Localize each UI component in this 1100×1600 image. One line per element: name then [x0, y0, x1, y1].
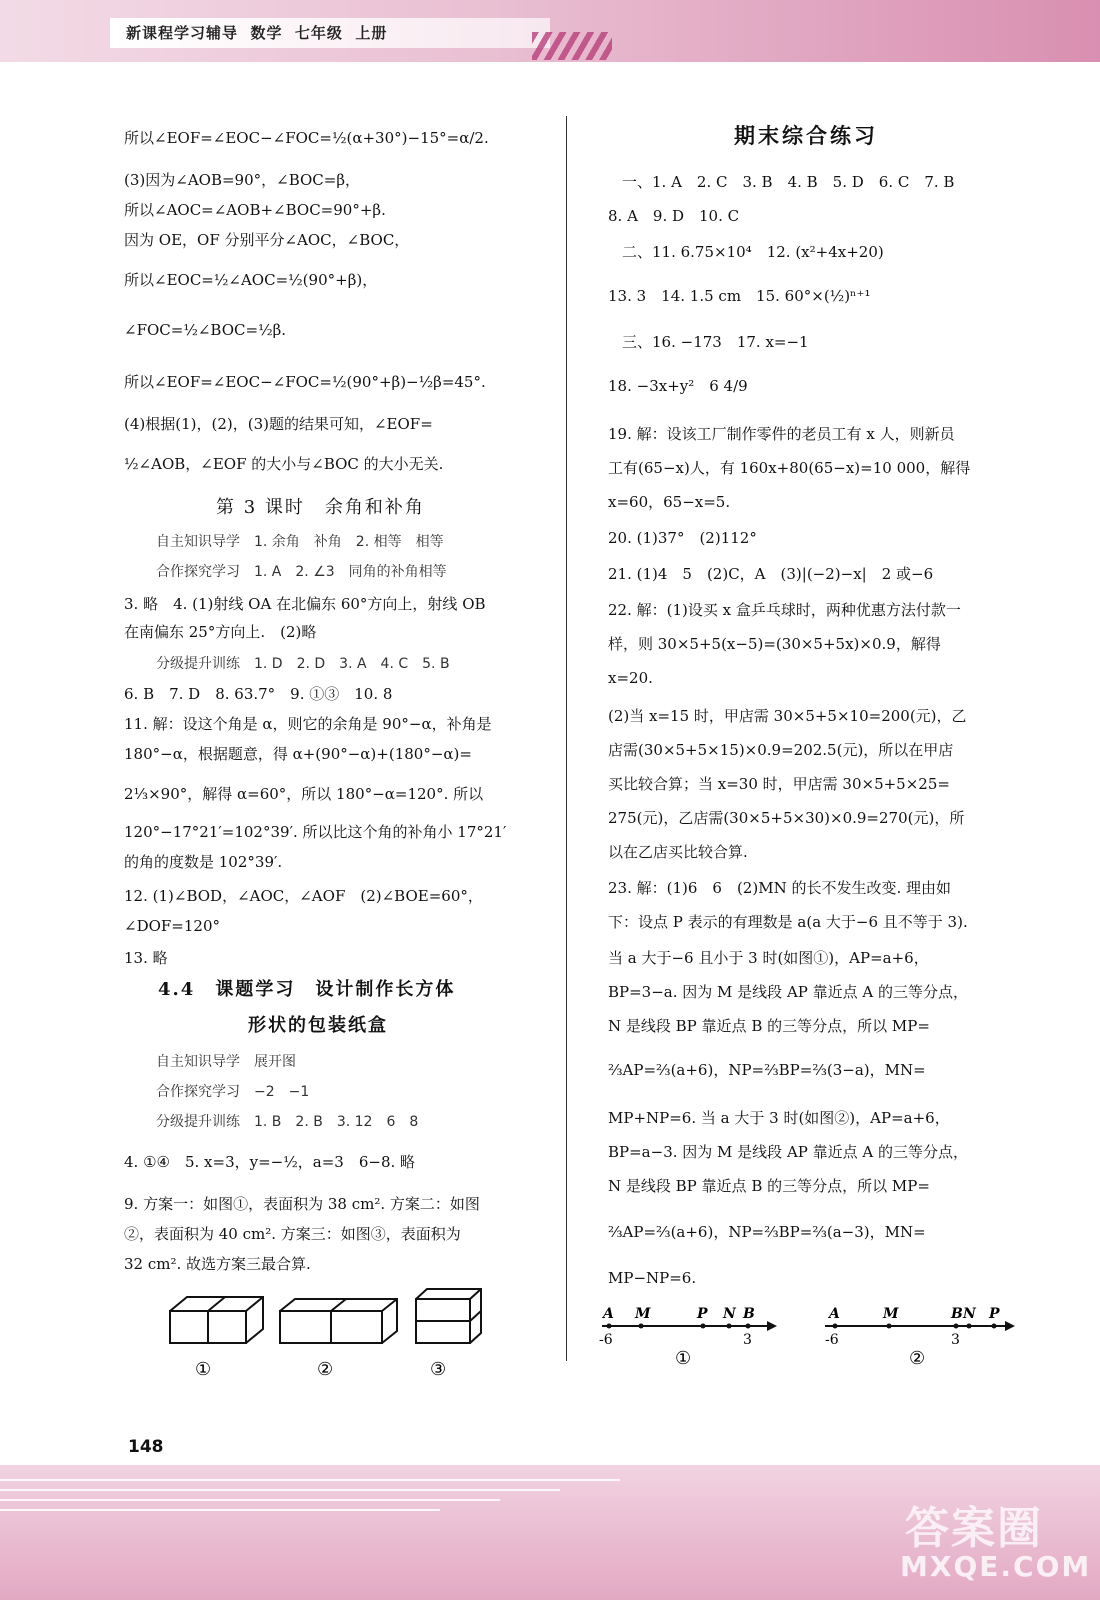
text-line: 合作探究学习 1. A 2. ∠3 同角的补角相等 [156, 564, 447, 580]
text-line: 自主知识导学 1. 余角 补角 2. 相等 相等 [156, 534, 444, 550]
point-label: P [989, 1306, 1000, 1322]
text-line: 32 cm². 故选方案三最合算. [124, 1255, 311, 1273]
section-heading: 4.4 课题学习 设计制作长方体 [158, 979, 456, 1000]
text-line: BP=3−a. 因为 M 是线段 AP 靠近点 A 的三等分点， [608, 983, 969, 1001]
section-heading: 第 3 课时 余角和补角 [216, 497, 425, 518]
text-line: 工有(65−x)人，有 160x+80(65−x)=10 000，解得 [608, 459, 971, 477]
point-label: M [635, 1306, 651, 1322]
text-line: 6. B 7. D 8. 63.7° 9. ①③ 10. 8 [124, 685, 393, 703]
figure-label: ② [909, 1348, 926, 1369]
footer-stripe [0, 1499, 500, 1501]
text-line: 120°−17°21′=102°39′. 所以比这个角的补角小 17°21′ [124, 823, 507, 841]
text-line: 合作探究学习 −2 −1 [156, 1084, 310, 1100]
footer-stripe [0, 1509, 440, 1511]
number-line-figures [597, 1300, 1037, 1380]
header-title: 新课程学习辅导 数学 七年级 上册 [126, 24, 388, 42]
point-label: N [723, 1306, 736, 1322]
text-line: x=60，65−x=5. [608, 493, 731, 511]
text-line: BP=a−3. 因为 M 是线段 AP 靠近点 A 的三等分点， [608, 1143, 969, 1161]
page-number: 148 [128, 1437, 164, 1457]
text-line: ②，表面积为 40 cm². 方案三：如图③，表面积为 [124, 1225, 461, 1243]
text-line: ⅔AP=⅔(a+6)，NP=⅔BP=⅔(a−3)，MN= [608, 1223, 926, 1241]
text-line: 下：设点 P 表示的有理数是 a(a 大于−6 且不等于 3). [608, 913, 968, 931]
box-figure-label: ① [195, 1359, 212, 1380]
text-line: 8. A 9. D 10. C [608, 207, 740, 225]
header-decoration [532, 32, 612, 60]
text-line: 180°−α，根据题意，得 α+(90°−α)+(180°−α)= [124, 745, 472, 763]
tick-label: 3 [951, 1332, 960, 1348]
text-line: 12. (1)∠BOD，∠AOC，∠AOF (2)∠BOE=60°， [124, 887, 483, 905]
text-line: 22. 解：(1)设买 x 盒乒乓球时，两种优惠方法付款一 [608, 601, 961, 619]
text-line: 分级提升训练 1. D 2. D 3. A 4. C 5. B [156, 656, 450, 672]
text-line: 13. 略 [124, 949, 168, 967]
text-line: 所以∠EOF=∠EOC−∠FOC=½(α+30°)−15°=α/2. [124, 129, 489, 147]
text-line: 3. 略 4. (1)射线 OA 在北偏东 60°方向上，射线 OB [124, 595, 486, 613]
point-label: B [743, 1306, 755, 1322]
number-line-2 [825, 1306, 1015, 1369]
text-line: 以在乙店买比较合算. [608, 843, 748, 861]
text-line: 19. 解：设该工厂制作零件的老员工有 x 人，则新员 [608, 425, 955, 443]
text-line: (4)根据(1)，(2)，(3)题的结果可知，∠EOF= [124, 415, 433, 433]
text-line: 11. 解：设这个角是 α，则它的余角是 90°−α，补角是 [124, 715, 492, 733]
text-line: 所以∠EOF=∠EOC−∠FOC=½(90°+β)−½β=45°. [124, 373, 486, 391]
text-line: 分级提升训练 1. B 2. B 3. 12 6 8 [156, 1114, 419, 1130]
figure-label: ① [675, 1348, 692, 1369]
text-line: 在南偏东 25°方向上. (2)略 [124, 623, 317, 641]
text-line: 一、1. A 2. C 3. B 4. B 5. D 6. C 7. B [622, 173, 955, 191]
text-line: 23. 解：(1)6 6 (2)MN 的长不发生改变. 理由如 [608, 879, 951, 897]
point-label: B [951, 1306, 963, 1322]
text-line: 20. (1)37° (2)112° [608, 529, 757, 547]
box-figure-1 [170, 1297, 263, 1343]
text-line: 二、11. 6.75×10⁴ 12. (x²+4x+20) [622, 243, 884, 261]
text-line: ∠DOF=120° [124, 917, 220, 935]
box-figure-label: ② [317, 1359, 334, 1380]
text-line: N 是线段 BP 靠近点 B 的三等分点，所以 MP= [608, 1017, 930, 1035]
box-figure-3 [416, 1289, 481, 1343]
text-line: ⅔AP=⅔(a+6)，NP=⅔BP=⅔(3−a)，MN= [608, 1061, 926, 1079]
text-line: 店需(30×5+5×15)×0.9=202.5(元)，所以在甲店 [608, 741, 954, 759]
text-line: N 是线段 BP 靠近点 B 的三等分点，所以 MP= [608, 1177, 930, 1195]
number-line-1 [599, 1306, 777, 1369]
watermark-logo: 答案圈 [905, 1503, 1043, 1554]
text-line: 所以∠AOC=∠AOB+∠BOC=90°+β. [124, 201, 386, 219]
text-line: 买比较合算；当 x=30 时，甲店需 30×5+5×25= [608, 775, 950, 793]
text-line: 的角的度数是 102°39′. [124, 853, 283, 871]
text-line: 18. −3x+y² 6 4/9 [608, 377, 748, 395]
text-line: 275(元)，乙店需(30×5+5×30)×0.9=270(元)，所 [608, 809, 965, 827]
tick-label: 3 [743, 1332, 752, 1348]
text-line: 21. (1)4 5 (2)C，A (3)|(−2)−x| 2 或−6 [608, 565, 934, 583]
text-line: x=20. [608, 669, 653, 687]
text-line: 9. 方案一：如图①，表面积为 38 cm². 方案二：如图 [124, 1195, 480, 1213]
tick-label: -6 [599, 1332, 613, 1348]
text-line: 当 a 大于−6 且小于 3 时(如图①)，AP=a+6， [608, 949, 929, 967]
box-figure-2 [280, 1299, 397, 1343]
tick-label: -6 [825, 1332, 839, 1348]
point-label: A [829, 1306, 840, 1322]
text-line: (2)当 x=15 时，甲店需 30×5+5×10=200(元)，乙 [608, 707, 967, 725]
column-divider [566, 116, 567, 1361]
point-label: N [963, 1306, 976, 1322]
text-line: ½∠AOB，∠EOF 的大小与∠BOC 的大小无关. [124, 455, 444, 473]
text-line: 4. ①④ 5. x=3，y=−½，a=3 6−8. 略 [124, 1153, 416, 1171]
section-heading: 形状的包装纸盒 [248, 1015, 388, 1036]
text-line: MP−NP=6. [608, 1269, 697, 1287]
point-label: M [883, 1306, 899, 1322]
text-line: (3)因为∠AOB=90°，∠BOC=β， [124, 171, 361, 189]
section-heading: 期末综合练习 [734, 123, 878, 148]
text-line: 13. 3 14. 1.5 cm 15. 60°×(½)ⁿ⁺¹ [608, 287, 871, 305]
watermark-url: MXQE.COM [900, 1550, 1092, 1583]
text-line: 2⅓×90°，解得 α=60°，所以 180°−α=120°. 所以 [124, 785, 484, 803]
text-line: 样，则 30×5+5(x−5)=(30×5+5x)×0.9，解得 [608, 635, 941, 653]
text-line: ∠FOC=½∠BOC=½β. [124, 321, 287, 339]
box-figures [165, 1285, 495, 1385]
text-line: 因为 OE，OF 分别平分∠AOC，∠BOC， [124, 231, 410, 249]
text-line: MP+NP=6. 当 a 大于 3 时(如图②)，AP=a+6， [608, 1109, 950, 1127]
footer-stripe [0, 1489, 560, 1491]
point-label: A [603, 1306, 614, 1322]
text-line: 自主知识导学 展开图 [156, 1054, 296, 1070]
text-line: 三、16. −173 17. x=−1 [622, 333, 809, 351]
box-figure-label: ③ [430, 1359, 447, 1380]
point-label: P [697, 1306, 708, 1322]
text-line: 所以∠EOC=½∠AOC=½(90°+β)， [124, 271, 378, 289]
footer-stripe [0, 1479, 620, 1481]
